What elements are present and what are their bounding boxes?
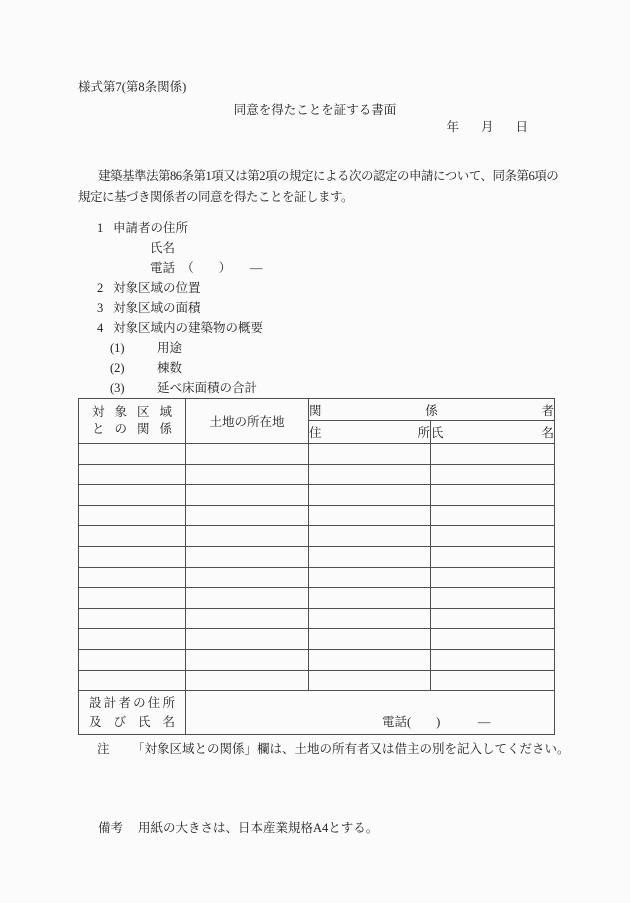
intro-line-1: 建築基準法第86条第1項又は第2項の規定による次の認定の申請について、同条第6項の (98, 169, 559, 183)
parties-table (78, 398, 555, 735)
table-row (79, 485, 555, 506)
designer-label-line2: 及び氏名 (89, 714, 175, 729)
empty-cell (431, 444, 555, 465)
empty-cell (186, 588, 309, 609)
list-item-number: (1) (110, 341, 125, 355)
date-line (0, 120, 630, 135)
remark-text: 用紙の大きさは、日本産業規格A4とする。 (138, 821, 379, 836)
empty-cell (431, 567, 555, 588)
empty-cell (79, 464, 186, 485)
date-month-label: 月 (480, 120, 494, 134)
header-relation-to-area (79, 399, 186, 444)
empty-cell (431, 649, 555, 670)
empty-cell (309, 444, 431, 465)
empty-cell (309, 649, 431, 670)
empty-cell (309, 670, 431, 691)
list-item-buildings-overview (97, 318, 630, 338)
empty-cell (186, 464, 309, 485)
empty-cell (186, 526, 309, 547)
empty-cell (309, 567, 431, 588)
header-relation-line1: 対象区域 (92, 405, 172, 419)
empty-cell (186, 505, 309, 526)
empty-cell (79, 670, 186, 691)
empty-cell (79, 485, 186, 506)
table-row (79, 670, 555, 691)
header-party-name: 氏名 (431, 421, 555, 444)
note-label: 注 (97, 742, 110, 757)
list-item-floor-area-total (110, 378, 630, 398)
designer-label-line1: 設計者の住所 (89, 695, 175, 710)
header-parties-group: 関係者 (309, 399, 555, 421)
list-item-label: 対象区域の面積 (113, 301, 201, 315)
empty-cell (79, 629, 186, 650)
empty-cell (186, 444, 309, 465)
empty-cell (79, 546, 186, 567)
list-item-label: 申請者の住所 (113, 221, 189, 235)
table-row (79, 526, 555, 547)
table-row (79, 608, 555, 629)
empty-cell (186, 485, 309, 506)
table-row (79, 567, 555, 588)
empty-cell (186, 567, 309, 588)
date-day-label: 日 (515, 120, 528, 134)
empty-cell (431, 608, 555, 629)
list-item-label: 氏名 (150, 241, 176, 255)
list-item-label: 用途 (157, 341, 183, 355)
empty-cell (431, 588, 555, 609)
empty-cell (79, 588, 186, 609)
date-year-label: 年 (446, 120, 459, 134)
intro-line-2: 規定に基づき関係者の同意を得たことを証します。 (78, 190, 354, 204)
list-item-label: 電話 （ ） ― (150, 261, 263, 275)
header-relation-line2: との関係 (92, 422, 172, 436)
designer-entry-cell (186, 691, 555, 735)
list-item-applicant-address (97, 218, 630, 238)
header-party-address: 住所 (309, 421, 431, 444)
table-row (79, 649, 555, 670)
list-item-applicant-name (150, 238, 630, 258)
empty-cell (309, 526, 431, 547)
empty-cell (79, 567, 186, 588)
remark-label: 備考 (98, 821, 124, 836)
form-number-label: 様式第7(第8条関係) (78, 80, 187, 94)
empty-cell (79, 505, 186, 526)
list-item-number: (2) (110, 361, 125, 375)
list-item-applicant-phone (150, 258, 630, 278)
list-item-number: 4 (97, 321, 104, 335)
empty-cell (309, 464, 431, 485)
empty-cell (431, 526, 555, 547)
designer-row (79, 691, 555, 735)
empty-cell (309, 629, 431, 650)
numbered-list (0, 218, 630, 398)
page-title: 同意を得たことを証する書面 (233, 103, 397, 117)
list-item-number: 1 (97, 221, 104, 235)
empty-cell (309, 608, 431, 629)
empty-cell (309, 505, 431, 526)
list-item-label: 延べ床面積の合計 (157, 381, 258, 395)
list-item-building-count (110, 358, 630, 378)
empty-cell (186, 629, 309, 650)
header-land-location: 土地の所在地 (186, 399, 309, 444)
empty-cell (186, 649, 309, 670)
empty-cell (186, 546, 309, 567)
empty-cell (431, 629, 555, 650)
table-row (79, 505, 555, 526)
table-row (79, 444, 555, 465)
table-row (79, 629, 555, 650)
empty-cell (79, 649, 186, 670)
designer-label-cell (79, 691, 186, 735)
list-item-label: 棟数 (157, 361, 183, 375)
table-row (79, 546, 555, 567)
list-item-usage (110, 338, 630, 358)
note-line (97, 741, 630, 757)
list-item-label: 対象区域の位置 (113, 281, 201, 295)
empty-cell (309, 546, 431, 567)
empty-cell (79, 444, 186, 465)
table-row (79, 464, 555, 485)
remark-line (98, 820, 630, 836)
empty-cell (431, 670, 555, 691)
list-item-number: 3 (97, 301, 104, 315)
table-empty-rows (79, 444, 555, 691)
list-item-number: 2 (97, 281, 104, 295)
empty-cell (431, 505, 555, 526)
empty-cell (79, 608, 186, 629)
empty-cell (431, 464, 555, 485)
empty-cell (186, 670, 309, 691)
empty-cell (186, 608, 309, 629)
intro-paragraph (78, 166, 630, 208)
list-item-area-size (97, 298, 630, 318)
empty-cell (79, 526, 186, 547)
note-text: 「対象区域との関係」欄は、土地の所有者又は借主の別を記入してください。 (132, 742, 570, 757)
empty-cell (309, 588, 431, 609)
list-item-label: 対象区域内の建築物の概要 (113, 321, 264, 335)
table-row (79, 588, 555, 609)
list-item-number: (3) (110, 381, 125, 395)
list-item-area-location (97, 278, 630, 298)
empty-cell (309, 485, 431, 506)
designer-phone-label: 電話( ) ― (382, 715, 491, 730)
empty-cell (431, 485, 555, 506)
empty-cell (431, 546, 555, 567)
